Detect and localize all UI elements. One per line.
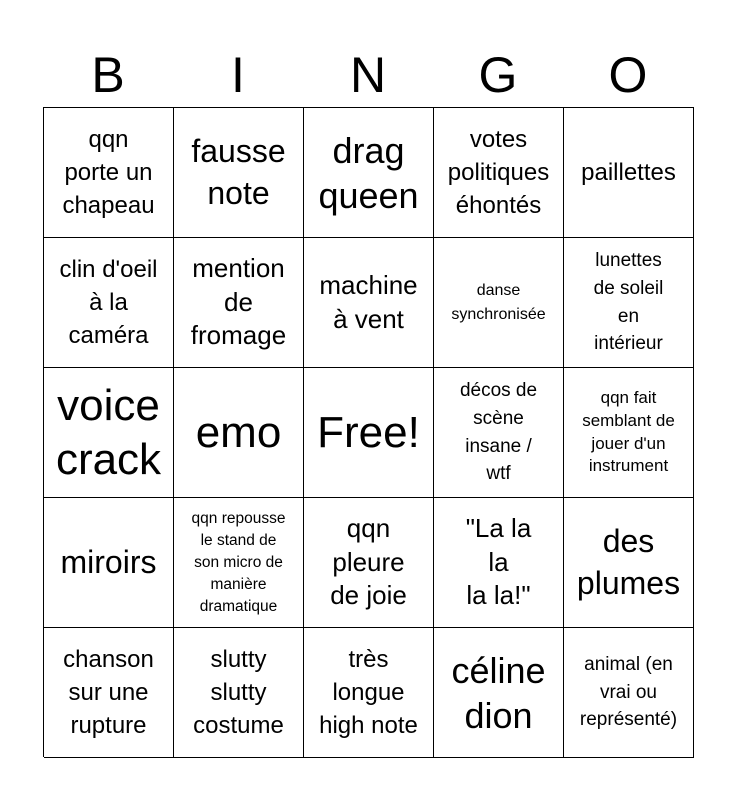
bingo-cell: animal (en vrai ou représenté) (564, 628, 694, 758)
bingo-cell: drag queen (304, 108, 434, 238)
header-letter-n: N (349, 47, 387, 103)
bingo-cell: mention de fromage (174, 238, 304, 368)
bingo-cell: qqn pleure de joie (304, 498, 434, 628)
header-letter-g: G (478, 47, 518, 103)
bingo-cell: machine à vent (304, 238, 434, 368)
bingo-cell: slutty slutty costume (174, 628, 304, 758)
bingo-cell: qqn repousse le stand de son micro de manière dramatique (174, 498, 304, 628)
bingo-cell: chanson sur une rupture (44, 628, 174, 758)
bingo-cell: emo (174, 368, 304, 498)
header-letter-b: B (91, 47, 125, 103)
bingo-cell: des plumes (564, 498, 694, 628)
bingo-cell: miroirs (44, 498, 174, 628)
header-letter-i: I (231, 47, 245, 103)
bingo-cell: qqn porte un chapeau (44, 108, 174, 238)
bingo-cell: paillettes (564, 108, 694, 238)
bingo-cell: votes politiques éhontés (434, 108, 564, 238)
bingo-cell: fausse note (174, 108, 304, 238)
bingo-cell: "La la la la la!" (434, 498, 564, 628)
bingo-cell: lunettes de soleil en intérieur (564, 238, 694, 368)
bingo-header (43, 42, 693, 108)
bingo-cell: qqn fait semblant de jouer d'un instrument (564, 368, 694, 498)
bingo-cell: céline dion (434, 628, 564, 758)
bingo-cell: danse synchronisée (434, 238, 564, 368)
bingo-cell: très longue high note (304, 628, 434, 758)
header-letter-o: O (608, 47, 648, 103)
bingo-cell free-space: Free! (304, 368, 434, 498)
bingo-grid (43, 107, 694, 757)
bingo-cell: clin d'oeil à la caméra (44, 238, 174, 368)
bingo-cell: voice crack (44, 368, 174, 498)
bingo-cell: décos de scène insane / wtf (434, 368, 564, 498)
